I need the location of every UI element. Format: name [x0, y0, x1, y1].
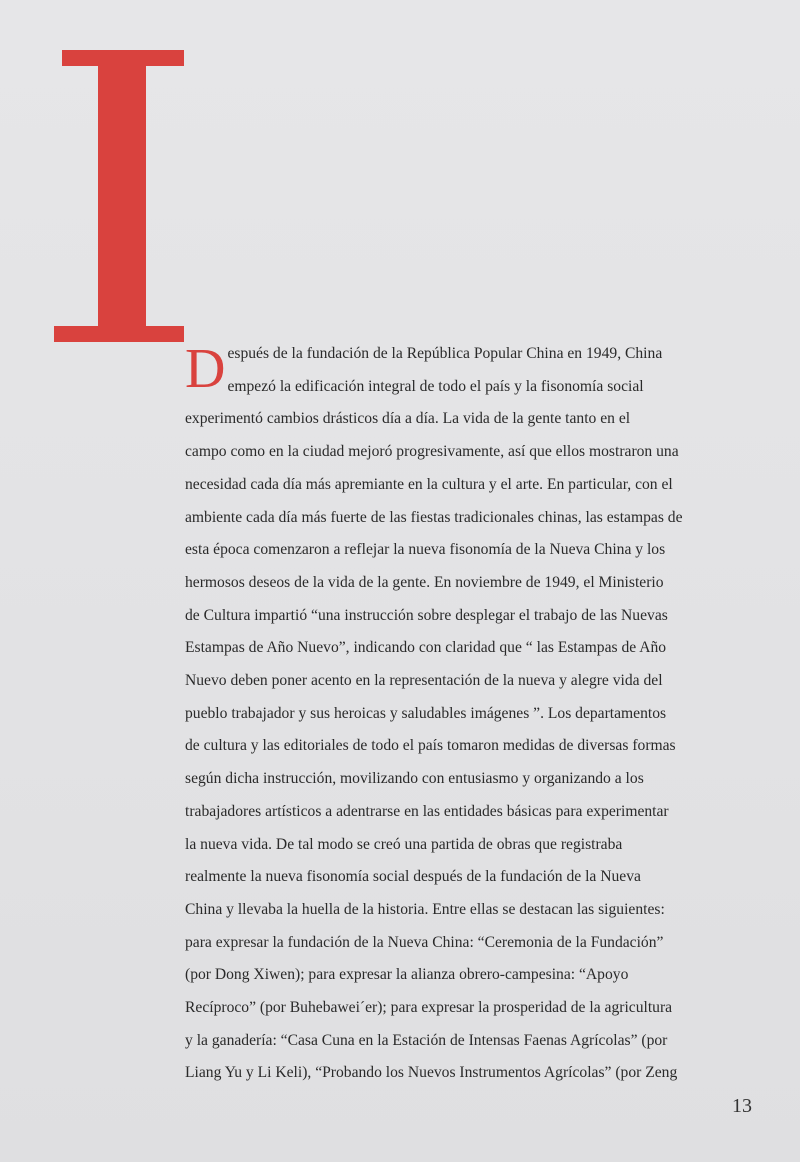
text-line: Liang Yu y Li Keli), “Probando los Nuevos Instrumentos Agrícolas” (por Zeng [185, 1064, 678, 1082]
text-line: necesidad cada día más apremiante en la cultura y el arte. En particular, con el [185, 475, 673, 493]
body-paragraph [185, 338, 765, 1090]
text-line: según dicha instrucción, movilizando con entusiasmo y organizando a los [185, 770, 644, 788]
text-line: Estampas de Año Nuevo”, indicando con claridad que “ las Estampas de Año [185, 639, 667, 657]
text-line: China y llevaba la huella de la historia. Entre ellas se destacan las siguientes: [185, 900, 665, 918]
text-line: y la ganadería: “Casa Cuna en la Estación de Intensas Faenas Agrícolas” (por [185, 1031, 668, 1049]
text-line: de cultura y las editoriales de todo el país tomaron medidas de diversas formas [185, 737, 676, 755]
initial-letter-text [54, 50, 55, 51]
text-line: trabajadores artísticos a adentrarse en las entidades básicas para experimentar [185, 802, 669, 820]
text-line: espués de la fundación de la República Popular China en 1949, China [227, 345, 663, 362]
initial-serif-bottom [54, 326, 184, 342]
initial-stem [98, 62, 146, 332]
text-line: pueblo trabajador y sus heroicas y saludables imágenes ”. Los departamentos [185, 704, 667, 722]
page-number: 13 [732, 1095, 752, 1117]
text-line: esta época comenzaron a reflejar la nueva fisonomía de la Nueva China y los [185, 541, 666, 559]
text-line: ambiente cada día más fuerte de las fiestas tradicionales chinas, las estampas de [185, 508, 683, 526]
text-line: para expresar la fundación de la Nueva China: “Ceremonia de la Fundación” [185, 933, 664, 951]
decorative-initial-letter [54, 50, 184, 342]
text-line: Recíproco” (por Buhebawei´er); para expresar la prosperidad de la agricultura [185, 999, 673, 1017]
text-line: la nueva vida. De tal modo se creó una partida de obras que registraba [185, 835, 623, 853]
text-line: Nuevo deben poner acento en la representación de la nueva y alegre vida del [185, 672, 663, 690]
text-line: experimentó cambios drásticos día a día. La vida de la gente tanto en el [185, 410, 631, 428]
text-line: empezó la edificación integral de todo el país y la fisonomía social [227, 377, 644, 395]
text-line: hermosos deseos de la vida de la gente. En noviembre de 1949, el Ministerio [185, 573, 664, 591]
text-line: campo como en la ciudad mejoró progresivamente, así que ellos mostraron una [185, 443, 679, 461]
text-line: realmente la nueva fisonomía social después de la fundación de la Nueva [185, 868, 641, 886]
drop-cap: D [185, 338, 226, 400]
text-line: de Cultura impartió “una instrucción sobre desplegar el trabajo de las Nuevas [185, 606, 668, 624]
text-line: (por Dong Xiwen); para expresar la alianza obrero-campesina: “Apoyo [185, 966, 629, 984]
